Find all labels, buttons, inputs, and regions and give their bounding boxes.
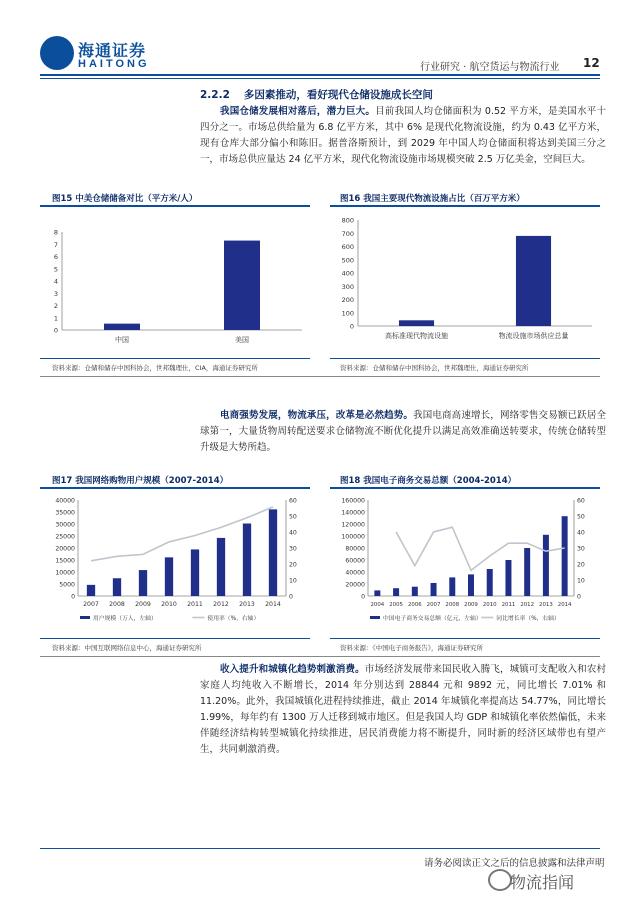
fig17-title: 图17 我国网络购物用户规模（2007-2014） — [52, 476, 229, 486]
x-tick-label: 2013 — [539, 602, 553, 608]
y-tick-label-right: 40 — [577, 529, 585, 537]
paragraph-lead: 我国仓储发展相对落后，潜力巨大。 — [220, 106, 376, 117]
fig18-chart — [330, 490, 600, 638]
fig15-top-rule — [40, 205, 310, 207]
y-tick-label: 800 — [341, 216, 354, 225]
bar — [449, 577, 455, 596]
x-tick-label: 2014 — [557, 602, 572, 608]
bar — [217, 538, 225, 596]
section-title: 多因素推动，看好现代仓储设施成长空间 — [243, 89, 433, 101]
bar — [104, 324, 140, 330]
y-tick-label: 6 — [53, 253, 58, 261]
page-number: 12 — [583, 56, 600, 70]
y-tick-label: 8 — [53, 228, 58, 237]
report-category: 行业研究 · 航空货运与物流行业 — [420, 62, 560, 73]
y-tick-label-left: 40000 — [345, 569, 365, 577]
x-tick-label: 美国 — [235, 336, 249, 344]
y-tick-label: 0 — [349, 322, 354, 331]
y-tick-label-right: 30 — [577, 545, 585, 553]
y-tick-label: 2 — [53, 302, 58, 310]
bar — [562, 516, 568, 596]
paragraph-ecommerce — [200, 408, 606, 456]
y-tick-label: 3 — [53, 289, 58, 298]
x-tick-label: 2013 — [239, 601, 255, 608]
bar — [243, 524, 251, 596]
y-tick-label: 100 — [341, 309, 354, 318]
y-tick-label-right: 20 — [577, 561, 585, 569]
x-tick-label: 2008 — [109, 601, 125, 608]
y-tick-label-left: 5000 — [59, 581, 75, 589]
fig15-title: 图15 中美仓储储备对比（平方米/人） — [52, 194, 198, 204]
y-tick-label-left: 20000 — [55, 545, 75, 553]
y-tick-label-right: 40 — [289, 529, 297, 537]
legend-bar-swatch — [370, 616, 380, 619]
paragraph-income — [200, 662, 606, 758]
bar — [412, 587, 418, 596]
legend-bar-swatch — [80, 616, 90, 619]
bar — [487, 569, 493, 596]
y-tick-label-right: 50 — [289, 513, 297, 521]
header-rule — [40, 74, 600, 76]
paragraph-lead: 收入提升和城镇化趋势刺激消费。 — [220, 664, 365, 675]
bar — [399, 320, 434, 326]
y-tick-label-left: 25000 — [55, 533, 75, 541]
line-series — [396, 527, 565, 570]
x-tick-label: 2005 — [389, 602, 403, 608]
y-tick-label-left: 60000 — [345, 557, 365, 565]
y-tick-label-right: 60 — [289, 497, 297, 505]
y-tick-label-left: 20000 — [345, 581, 365, 589]
x-tick-label: 高标准现代物流设施 — [385, 332, 448, 340]
legend-line-label: 使用率（%，右轴） — [207, 616, 260, 622]
header-rule-thin — [40, 78, 600, 79]
watermark: 物流指闻 — [510, 873, 575, 892]
footer-rule — [40, 848, 600, 849]
bar — [139, 570, 147, 596]
y-tick-label-right: 50 — [577, 513, 585, 521]
fig18-top-rule — [330, 487, 600, 489]
x-tick-label: 2010 — [482, 602, 497, 608]
bar — [543, 535, 549, 596]
legend-line-label: 同比增长率（%，右轴） — [496, 616, 560, 622]
y-tick-label: 5 — [53, 265, 58, 274]
section-number: 2.2.2 — [200, 89, 230, 101]
y-tick-label: 400 — [341, 269, 354, 278]
x-tick-label: 2009 — [464, 602, 478, 608]
wechat-icon — [488, 869, 512, 891]
y-tick-label: 300 — [341, 282, 354, 291]
bar — [113, 578, 121, 596]
fig15-bottom-rule — [40, 358, 310, 359]
x-tick-label: 2007 — [426, 602, 441, 608]
bar — [393, 588, 399, 596]
x-tick-label: 2009 — [135, 601, 151, 608]
bar — [431, 583, 437, 596]
fig15-chart — [40, 208, 310, 356]
y-tick-label-left: 10000 — [55, 569, 75, 577]
x-tick-label: 2004 — [370, 602, 385, 608]
y-tick-label: 1 — [53, 314, 58, 323]
y-tick-label: 0 — [53, 326, 58, 335]
fig16-source: 资料来源：仓储和储存中国科协会，世邦魏理仕，海通证券研究所 — [340, 364, 529, 372]
y-tick-label-right: 10 — [289, 577, 297, 585]
y-tick-label-left: 120000 — [341, 521, 365, 529]
bar — [516, 236, 551, 326]
x-tick-label: 2006 — [407, 602, 422, 608]
bar — [468, 574, 474, 596]
paragraph-lead: 电商强势发展，物流承压，改革是必然趋势。 — [220, 410, 414, 421]
y-tick-label: 4 — [53, 277, 58, 286]
y-tick-label: 7 — [53, 240, 58, 249]
x-tick-label: 2012 — [520, 602, 535, 608]
y-tick-label-left: 30000 — [55, 521, 75, 529]
legal-notice: 请务必阅读正文之后的信息披露和法律声明 — [424, 858, 605, 869]
paragraph-text: 市场经济发展带来国民收入腾飞，城镇可支配收入和农村家庭人均纯收入不断增长，2014 年分别达到 28844 元和 9892 元，同比增长 7.01% 和 11.20%。此外，我国城镇化进程持续推进，截止 2014 年城镇化率提高达 54.77%，同比增长 1.99%，每年约有 1300 万人迁移到城市地区。但是我国人均 GDP 和城镇化率依然偏低，未来伴随经济结构转型城镇化持续推进，居民消费能力将不断提升，同时新的经济区域带也有望产生，共同刺激消费。 — [200, 664, 606, 755]
fig16-title: 图16 我国主要现代物流设施占比（百万平方米） — [340, 194, 525, 204]
y-tick-label-right: 20 — [289, 561, 297, 569]
x-tick-label: 2011 — [187, 601, 203, 608]
bar — [269, 509, 277, 596]
bar — [524, 548, 530, 596]
fig17-top-rule — [40, 487, 310, 489]
legend-bar-label: 中国电子商务交易总额（亿元，左轴） — [383, 616, 482, 622]
fig16-chart — [330, 208, 600, 356]
x-tick-label: 物流设施市场供应总量 — [498, 332, 569, 340]
fig18-bottom-rule — [330, 638, 600, 639]
paragraph-text: 我国电商高速增长，网络零售交易额已跃居全球第一，大量货物周转配送要求仓储物流不断优化提升以满足高效准确送转要求，传统仓储转型升级是大势所趋。 — [200, 410, 606, 453]
logo-english: HAITONG — [78, 58, 150, 70]
x-tick-label: 中国 — [115, 336, 129, 344]
section-divider — [40, 656, 600, 657]
y-tick-label-left: 15000 — [55, 557, 75, 565]
y-tick-label-right: 10 — [577, 577, 585, 585]
x-tick-label: 2012 — [213, 601, 229, 608]
y-tick-label-left: 160000 — [341, 497, 365, 505]
section-heading — [200, 87, 433, 102]
y-tick-label-right: 30 — [289, 545, 297, 553]
fig17-chart — [40, 490, 310, 638]
y-tick-label-right: 0 — [577, 593, 581, 601]
fig15-source: 资料来源：仓储和储存中国科协会，世邦魏理仕，CIA，海通证券研究所 — [52, 364, 258, 372]
section-divider — [40, 376, 600, 377]
haitong-logo-icon — [40, 36, 74, 70]
y-tick-label: 600 — [341, 243, 354, 251]
fig16-top-rule — [330, 205, 600, 207]
x-tick-label: 2008 — [445, 602, 460, 608]
y-tick-label-left: 140000 — [341, 509, 365, 517]
paragraph-warehouse — [200, 104, 606, 168]
y-tick-label: 200 — [341, 296, 354, 304]
logo-chinese: 海通证券 — [78, 41, 147, 60]
paragraph-text: 目前我国人均仓储面积为 0.52 平方米，是美国水平十四分之一。市场总供给量为 6.8 亿平方米，其中 6% 是现代化物流设施，约为 0.43 亿平方米，现有仓库大部分偏小和陈旧。据普洛斯预计，到 2029 年中国人均仓储面积将达到美国三分之一，市场总供应量达 24 亿平方米，现代化物流设施市场规模突破 2.5 万亿美金，空间巨大。 — [200, 106, 606, 165]
legend-bar-label: 用户规模（万人，左轴） — [93, 616, 157, 622]
y-tick-label-left: 0 — [361, 593, 365, 601]
y-tick-label: 700 — [341, 229, 354, 238]
bar — [505, 560, 511, 596]
fig17-source: 资料来源：中国互联网络信息中心，海通证券研究所 — [52, 644, 202, 652]
x-tick-label: 2014 — [265, 601, 281, 608]
bar — [165, 557, 173, 596]
fig17-bottom-rule — [40, 638, 310, 639]
y-tick-label-left: 40000 — [55, 497, 75, 505]
x-tick-label: 2007 — [83, 601, 99, 608]
y-tick-label-left: 100000 — [341, 533, 365, 541]
bar — [191, 549, 199, 596]
x-tick-label: 2011 — [501, 602, 516, 608]
y-tick-label-right: 60 — [577, 497, 585, 505]
x-tick-label: 2010 — [161, 601, 177, 608]
y-tick-label-right: 0 — [289, 593, 293, 601]
y-tick-label-left: 80000 — [345, 545, 365, 553]
y-tick-label-left: 35000 — [55, 509, 75, 517]
y-tick-label: 500 — [341, 256, 354, 265]
bar — [374, 590, 380, 596]
fig18-title: 图18 我国电子商务交易总额（2004-2014） — [340, 476, 517, 486]
bar — [87, 585, 95, 596]
fig18-source: 资料来源：《中国电子商务报告》，海通证券研究所 — [340, 644, 483, 652]
bar — [224, 241, 260, 330]
fig16-bottom-rule — [330, 358, 600, 359]
y-tick-label-left: 0 — [71, 593, 75, 601]
